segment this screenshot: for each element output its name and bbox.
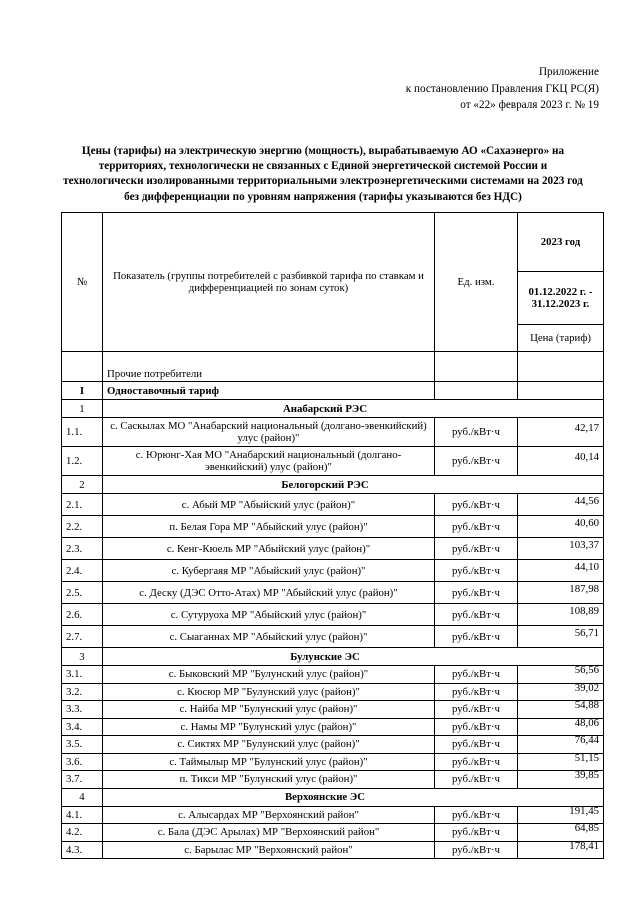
row-unit: руб./кВт·ч (435, 604, 518, 626)
header-price: Цена (тариф) (518, 325, 604, 352)
row-no: 3.2. (62, 683, 103, 701)
row-price: 191,45 (569, 804, 599, 817)
row-price: 187,98 (569, 582, 599, 595)
row-price-cell (518, 560, 604, 582)
section-row (62, 648, 604, 666)
section-name: Верхоянские ЭС (103, 788, 604, 806)
section-row (62, 400, 604, 418)
row-price-cell (518, 666, 604, 684)
row-price-cell (518, 418, 604, 447)
header-unit: Ед. изм. (435, 213, 518, 352)
row-name: с. Сиктях МР "Булунский улус (район)" (103, 736, 435, 754)
row-name: с. Саскылах МО "Анабарский национальный (долгано-эвенкийский) улус (район)" (103, 418, 435, 447)
appendix-label: Приложение (538, 66, 599, 78)
row-name: с. Кенг-Кюель МР "Абыйский улус (район)" (103, 538, 435, 560)
row-price: 56,56 (574, 664, 599, 677)
section-no: 3 (62, 648, 103, 666)
tariff-row (62, 382, 604, 400)
table-row (62, 806, 604, 824)
section-row (62, 788, 604, 806)
row-no: 3.7. (62, 771, 103, 789)
row-unit: руб./кВт·ч (435, 701, 518, 719)
row-no: 2.7. (62, 626, 103, 648)
row-name: с. Юрюнг-Хая МО "Анабарский национальный (долгано-эвенкийский) улус (район)" (103, 447, 435, 476)
row-price-cell (518, 736, 604, 754)
row-price-cell (518, 806, 604, 824)
table-row (62, 824, 604, 842)
row-name: с. Найба МР "Булунский улус (район)" (103, 701, 435, 719)
row-unit: руб./кВт·ч (435, 718, 518, 736)
header-no: № (62, 213, 103, 352)
row-unit: руб./кВт·ч (435, 771, 518, 789)
table-row (62, 666, 604, 684)
row-price-cell (518, 824, 604, 842)
tariff-no: I (62, 382, 103, 400)
row-name: с. Намы МР "Булунский улус (район)" (103, 718, 435, 736)
row-price-cell (518, 447, 604, 476)
row-price-cell (518, 582, 604, 604)
tariff-label: Одноставочный тариф (103, 382, 435, 400)
row-no: 3.6. (62, 753, 103, 771)
row-price: 40,14 (574, 451, 599, 463)
row-unit: руб./кВт·ч (435, 683, 518, 701)
tariff-unit (435, 382, 518, 400)
row-unit: руб./кВт·ч (435, 494, 518, 516)
table-row (62, 753, 604, 771)
group-price (518, 352, 604, 382)
group-no (62, 352, 103, 382)
table-row (62, 447, 604, 476)
section-name: Анабарский РЭС (103, 400, 604, 418)
row-price-cell (518, 538, 604, 560)
row-price: 39,85 (574, 769, 599, 782)
header-indicator: Показатель (группы потребителей с разбивкой тарифа по ставкам и дифференциацией по зонам суток) (103, 213, 435, 352)
row-no: 2.3. (62, 538, 103, 560)
row-name: с. Таймылыр МР "Булунский улус (район)" (103, 753, 435, 771)
row-no: 4.1. (62, 806, 103, 824)
row-no: 2.6. (62, 604, 103, 626)
row-price-cell (518, 626, 604, 648)
row-name: с. Алысардах МР "Верхоянский район" (103, 806, 435, 824)
row-unit: руб./кВт·ч (435, 447, 518, 476)
row-price: 40,60 (574, 516, 599, 529)
row-unit: руб./кВт·ч (435, 626, 518, 648)
row-unit: руб./кВт·ч (435, 824, 518, 842)
row-price-cell (518, 718, 604, 736)
appendix-date: от «22» февраля 2023 г. № 19 (460, 99, 599, 111)
row-no: 1.1. (62, 418, 103, 447)
appendix-resolution: к постановлению Правления ГКЦ РС(Я) (405, 82, 599, 95)
table-row (62, 538, 604, 560)
row-name: с. Сутуруоха МР "Абыйский улус (район)" (103, 604, 435, 626)
section-no: 2 (62, 476, 103, 494)
row-price: 51,15 (574, 751, 599, 764)
document-title: Цены (тарифы) на электрическую энергию (мощность), вырабатываемую АО «Сахаэнерго» на территориях, технологически не связанных с Единой энергетической системой России и технологически изолированными территориальными электроэнергетическими системами на 2023 год без дифференциации по уровням напряжения (тарифы указываются без НДС) (63, 145, 583, 203)
table-row (62, 494, 604, 516)
row-no: 3.3. (62, 701, 103, 719)
tariff-price (518, 382, 604, 400)
header-period: 01.12.2022 г. - 31.12.2023 г. (518, 272, 604, 325)
row-no: 1.2. (62, 447, 103, 476)
table-row (62, 604, 604, 626)
row-price-cell (518, 494, 604, 516)
row-name: с. Кубергаяя МР "Абыйский улус (район)" (103, 560, 435, 582)
row-unit: руб./кВт·ч (435, 418, 518, 447)
row-no: 3.4. (62, 718, 103, 736)
row-unit: руб./кВт·ч (435, 806, 518, 824)
row-price-cell (518, 701, 604, 719)
table-row (62, 718, 604, 736)
row-name: с. Бала (ДЭС Арылах) МР "Верхоянский район" (103, 824, 435, 842)
row-unit: руб./кВт·ч (435, 736, 518, 754)
section-no: 4 (62, 788, 103, 806)
row-price: 42,17 (574, 422, 599, 434)
row-price-cell (518, 753, 604, 771)
table-row (62, 736, 604, 754)
row-price: 44,10 (574, 560, 599, 573)
row-unit: руб./кВт·ч (435, 582, 518, 604)
row-name: с. Сыаганнах МР "Абыйский улус (район)" (103, 626, 435, 648)
group-unit (435, 352, 518, 382)
row-no: 2.5. (62, 582, 103, 604)
row-unit: руб./кВт·ч (435, 538, 518, 560)
row-unit: руб./кВт·ч (435, 753, 518, 771)
appendix-header (406, 64, 599, 114)
row-no: 2.2. (62, 516, 103, 538)
tariff-table (61, 212, 604, 859)
section-name: Белогорский РЭС (103, 476, 604, 494)
row-name: п. Белая Гора МР "Абыйский улус (район)" (103, 516, 435, 538)
row-name: с. Кюсюр МР "Булунский улус (район)" (103, 683, 435, 701)
row-price-cell (518, 771, 604, 789)
row-price: 56,71 (574, 626, 599, 639)
section-row (62, 476, 604, 494)
table-row (62, 771, 604, 789)
row-price: 44,56 (574, 494, 599, 507)
section-name: Булунские ЭС (103, 648, 604, 666)
row-no: 3.1. (62, 666, 103, 684)
header-year: 2023 год (518, 213, 604, 272)
row-price-cell (518, 604, 604, 626)
row-no: 4.2. (62, 824, 103, 842)
table-row (62, 683, 604, 701)
row-name: с. Барылас МР "Верхоянский район" (103, 841, 435, 859)
row-no: 2.1. (62, 494, 103, 516)
row-price: 54,88 (574, 699, 599, 712)
row-unit: руб./кВт·ч (435, 560, 518, 582)
row-name: п. Тикси МР "Булунский улус (район)" (103, 771, 435, 789)
table-row (62, 841, 604, 859)
row-price-cell (518, 683, 604, 701)
row-unit: руб./кВт·ч (435, 516, 518, 538)
row-price: 108,89 (569, 604, 599, 617)
table-row (62, 582, 604, 604)
table-row (62, 701, 604, 719)
row-price: 48,06 (574, 716, 599, 729)
row-name: с. Деску (ДЭС Отто-Атах) МР "Абыйский улус (район)" (103, 582, 435, 604)
row-no: 3.5. (62, 736, 103, 754)
row-unit: руб./кВт·ч (435, 666, 518, 684)
table-row (62, 418, 604, 447)
row-price-cell (518, 841, 604, 859)
group-row (62, 352, 604, 382)
row-name: с. Абый МР "Абыйский улус (район)" (103, 494, 435, 516)
row-price: 39,02 (574, 681, 599, 694)
row-unit: руб./кВт·ч (435, 841, 518, 859)
row-no: 4.3. (62, 841, 103, 859)
row-no: 2.4. (62, 560, 103, 582)
table-row (62, 560, 604, 582)
row-price: 64,85 (574, 822, 599, 835)
row-price: 76,44 (574, 734, 599, 747)
row-price: 178,41 (569, 839, 599, 852)
group-label: Прочие потребители (103, 352, 435, 382)
row-name: с. Быковский МР "Булунский улус (район)" (103, 666, 435, 684)
section-no: 1 (62, 400, 103, 418)
table-row (62, 626, 604, 648)
row-price: 103,37 (569, 538, 599, 551)
table-row (62, 516, 604, 538)
row-price-cell (518, 516, 604, 538)
